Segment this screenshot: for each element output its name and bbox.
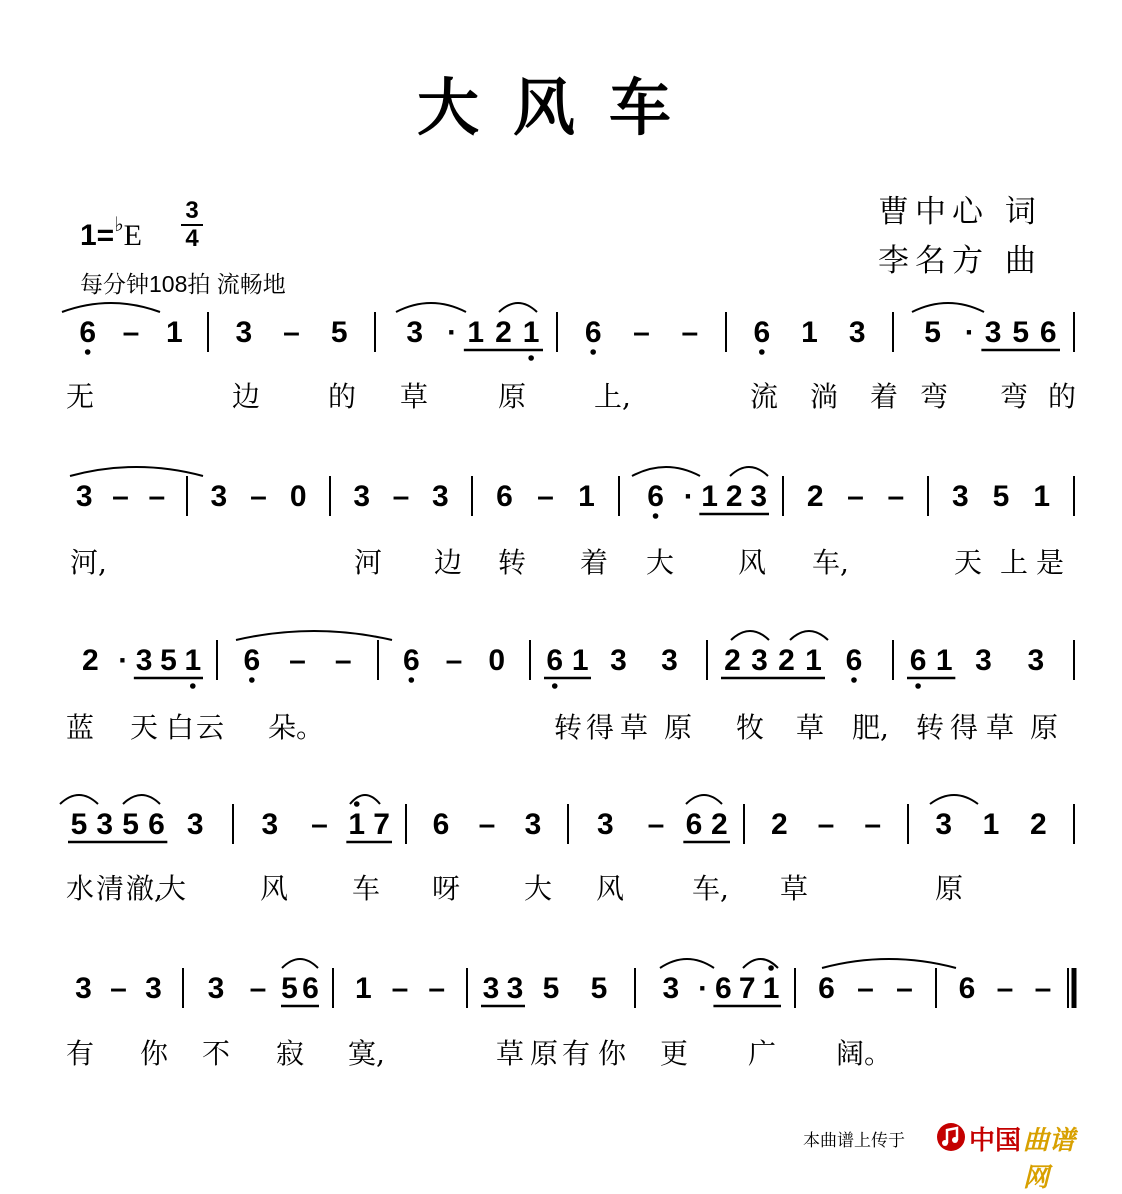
slur-arc xyxy=(62,303,160,312)
note: 6 xyxy=(845,644,863,677)
dash-extension: – xyxy=(1034,972,1052,1005)
note: 5 xyxy=(1012,316,1030,349)
lyric-syllable: 转 xyxy=(916,711,945,744)
note: 6 xyxy=(647,480,664,513)
lyric-syllable: 河 xyxy=(354,546,383,579)
dash-extension: – xyxy=(633,316,650,349)
flat-sign: ♭ xyxy=(114,212,124,236)
slur-arc xyxy=(632,467,700,476)
low-octave-dot xyxy=(528,355,534,361)
note: 2 xyxy=(725,480,743,513)
note: 6 xyxy=(909,644,927,677)
score-row xyxy=(66,965,1074,1070)
lyric-syllable: 清 xyxy=(96,872,125,905)
note: 3 xyxy=(750,480,768,513)
note: 0 xyxy=(289,480,307,513)
note: 1 xyxy=(522,316,540,349)
dash-extension: – xyxy=(110,972,127,1005)
music-note-icon xyxy=(935,1121,967,1153)
note: 3 xyxy=(261,808,279,841)
note: 3 xyxy=(75,480,93,513)
lyric-syllable: 草 xyxy=(780,872,809,905)
note: 6 xyxy=(546,644,564,677)
lyric-syllable: 天 xyxy=(130,711,159,744)
dash-extension: – xyxy=(857,972,874,1005)
lyric-syllable: 边 xyxy=(232,380,261,413)
slur-arc xyxy=(790,631,828,640)
low-octave-dot xyxy=(759,349,765,355)
slur-arc xyxy=(70,467,203,476)
note: 3 xyxy=(145,972,162,1005)
slur-arc xyxy=(499,303,537,312)
lyric-syllable: 原 xyxy=(1030,711,1059,744)
lyric-syllable: 淌 xyxy=(810,380,839,413)
lyric-syllable: 大 xyxy=(646,546,675,579)
note: 2 xyxy=(778,644,795,677)
note: 1 xyxy=(805,644,822,677)
note: 2 xyxy=(724,644,741,677)
note: 1 xyxy=(348,808,366,841)
score-row xyxy=(66,801,1074,905)
lyric-syllable: 草 xyxy=(986,711,1015,744)
lyric-syllable: 你 xyxy=(598,1037,627,1070)
score-row xyxy=(66,640,1074,744)
lyric-syllable: 白 xyxy=(166,711,195,744)
dash-extension: – xyxy=(250,480,267,513)
note: 5 xyxy=(542,972,560,1005)
time-signature-top: 3 xyxy=(185,197,199,224)
lyric-syllable: 有 xyxy=(562,1037,591,1070)
lyric-syllable: 草 xyxy=(496,1037,525,1070)
note: 1 xyxy=(801,316,818,349)
lyric-syllable: 大 xyxy=(158,872,187,905)
note: 2 xyxy=(806,480,824,513)
note: 2 xyxy=(495,316,512,349)
lyric-syllable: 转 xyxy=(498,546,527,579)
lyric-syllable: 草 xyxy=(620,711,649,744)
note: 1 xyxy=(184,644,202,677)
lyric-syllable: 得 xyxy=(586,711,615,744)
lyric-syllable: 草 xyxy=(796,711,825,744)
lyric-syllable: 广 xyxy=(748,1037,777,1070)
note: 1 xyxy=(354,972,372,1005)
note: 3 xyxy=(207,972,225,1005)
note: 1 xyxy=(935,644,953,677)
note: 3 xyxy=(935,808,953,841)
score-row xyxy=(66,312,1076,413)
note: 0 xyxy=(488,644,506,677)
note: 3 xyxy=(984,316,1002,349)
dash-extension: – xyxy=(896,972,913,1005)
note: 2 xyxy=(770,808,788,841)
dash-extension: – xyxy=(289,644,306,677)
lyricist-credit: 曹中心 词 xyxy=(878,194,1042,230)
note: 5 xyxy=(924,316,941,349)
note: 3 xyxy=(662,972,680,1005)
note: 3 xyxy=(596,808,614,841)
note: 6 xyxy=(685,808,703,841)
note: 3 xyxy=(353,480,371,513)
lyric-syllable: 水 xyxy=(66,872,95,905)
augmentation-dot: · xyxy=(118,644,129,677)
note: 5 xyxy=(70,808,88,841)
note: 1 xyxy=(982,808,1000,841)
note: 6 xyxy=(148,808,165,841)
lyric-syllable: 风 xyxy=(596,872,625,905)
slur-arc xyxy=(731,631,769,640)
lyric-syllable: 弯 xyxy=(1000,380,1029,413)
dash-extension: – xyxy=(391,972,409,1005)
note: 5 xyxy=(281,972,298,1005)
lyric-syllable: 无 xyxy=(66,380,95,413)
lyric-syllable: 你 xyxy=(140,1037,169,1070)
note: 2 xyxy=(710,808,728,841)
low-octave-dot xyxy=(915,683,921,689)
note: 3 xyxy=(96,808,114,841)
note: 1 xyxy=(467,316,485,349)
note: 6 xyxy=(818,972,835,1005)
note: 7 xyxy=(373,808,390,841)
lyric-syllable: 上, xyxy=(594,380,631,413)
note: 6 xyxy=(432,808,450,841)
slur-arc xyxy=(282,959,318,968)
note: 7 xyxy=(738,972,756,1005)
lyric-syllable: 车 xyxy=(352,872,381,905)
lyric-syllable: 大 xyxy=(524,872,553,905)
note: 3 xyxy=(210,480,228,513)
note: 6 xyxy=(753,316,771,349)
lyric-syllable: 车, xyxy=(812,546,849,579)
note: 3 xyxy=(75,972,92,1005)
lyric-syllable: 有 xyxy=(66,1037,95,1070)
dash-extension: – xyxy=(887,480,905,513)
note: 6 xyxy=(584,316,602,349)
note: 3 xyxy=(235,316,253,349)
lyric-syllable: 得 xyxy=(950,711,979,744)
augmentation-dot: · xyxy=(683,480,694,513)
lyric-syllable: 流 xyxy=(750,380,779,413)
lyric-syllable: 原 xyxy=(664,711,693,744)
lyric-syllable: 朵。 xyxy=(268,711,325,744)
note: 3 xyxy=(975,644,992,677)
note: 1 xyxy=(762,972,780,1005)
slur-arc xyxy=(123,795,160,804)
lyric-syllable: 呀 xyxy=(432,872,461,905)
slur-arc xyxy=(730,467,768,476)
tempo-marking: 每分钟108拍 流畅地 xyxy=(80,271,286,297)
note: 6 xyxy=(958,972,976,1005)
low-octave-dot xyxy=(552,683,558,689)
low-octave-dot xyxy=(409,677,415,683)
slur-arc xyxy=(236,631,392,640)
lyric-syllable: 风 xyxy=(738,546,767,579)
low-octave-dot xyxy=(249,677,255,683)
note: 3 xyxy=(610,644,627,677)
note: 5 xyxy=(160,644,177,677)
note: 3 xyxy=(135,644,153,677)
note: 3 xyxy=(751,644,768,677)
lyric-syllable: 阔。 xyxy=(836,1037,893,1070)
note: 5 xyxy=(330,316,348,349)
dash-extension: – xyxy=(864,808,882,841)
dash-extension: – xyxy=(392,480,410,513)
slur-arc xyxy=(912,303,984,312)
augmentation-dot: · xyxy=(698,972,709,1005)
note: 2 xyxy=(82,644,99,677)
high-octave-dot xyxy=(354,801,360,807)
note: 2 xyxy=(1029,808,1047,841)
lyric-syllable: 原 xyxy=(498,380,527,413)
note: 6 xyxy=(79,316,97,349)
lyric-syllable: 的 xyxy=(328,380,357,413)
low-octave-dot xyxy=(190,683,196,689)
time-signature-bottom: 4 xyxy=(185,225,199,252)
dash-extension: – xyxy=(112,480,129,513)
note: 3 xyxy=(848,316,866,349)
lyric-syllable: 草 xyxy=(400,380,429,413)
song-title: 大风车 xyxy=(416,71,705,144)
lyric-syllable: 边 xyxy=(434,546,463,579)
score-row xyxy=(70,476,1074,579)
augmentation-dot: · xyxy=(964,316,975,349)
lyric-syllable: 更 xyxy=(660,1037,689,1070)
dash-extension: – xyxy=(283,316,300,349)
dash-extension: – xyxy=(681,316,699,349)
low-octave-dot xyxy=(851,677,857,683)
lyric-syllable: 蓝 xyxy=(66,711,95,744)
dash-extension: – xyxy=(428,972,446,1005)
note: 1 xyxy=(701,480,718,513)
high-octave-dot xyxy=(768,965,774,971)
dash-extension: – xyxy=(148,480,166,513)
slur-arc xyxy=(660,959,714,968)
slur-arc xyxy=(60,795,98,804)
lyric-syllable: 的 xyxy=(1048,380,1077,413)
dash-extension: – xyxy=(478,808,496,841)
note: 3 xyxy=(506,972,524,1005)
lyric-syllable: 转 xyxy=(554,711,583,744)
lyric-syllable: 风 xyxy=(260,872,289,905)
lyric-syllable: 着 xyxy=(870,380,899,413)
slur-arc xyxy=(930,795,978,804)
low-octave-dot xyxy=(85,349,91,355)
note: 1 xyxy=(1033,480,1051,513)
dash-extension: – xyxy=(817,808,835,841)
low-octave-dot xyxy=(653,513,659,519)
composer-credit: 李名方 曲 xyxy=(878,243,1042,279)
note: 3 xyxy=(406,316,424,349)
note: 3 xyxy=(1027,644,1045,677)
footer-text: 本曲谱上传于 xyxy=(803,1131,905,1150)
dash-extension: – xyxy=(996,972,1014,1005)
low-octave-dot xyxy=(590,349,596,355)
lyric-syllable: 牧 xyxy=(736,711,765,744)
augmentation-dot: · xyxy=(447,316,458,349)
note: 6 xyxy=(1039,316,1057,349)
lyric-syllable: 澈, xyxy=(126,872,163,905)
slur-arc xyxy=(822,959,956,968)
note: 5 xyxy=(992,480,1010,513)
dash-extension: – xyxy=(445,644,463,677)
note: 3 xyxy=(524,808,542,841)
key-tonic: E xyxy=(123,219,142,252)
note: 6 xyxy=(496,480,513,513)
note: 3 xyxy=(431,480,449,513)
note: 5 xyxy=(122,808,139,841)
slur-arc xyxy=(686,795,722,804)
lyric-syllable: 车, xyxy=(692,872,729,905)
lyric-syllable: 原 xyxy=(935,872,964,905)
logo-text-b: 曲谱网 xyxy=(1023,1126,1076,1193)
dash-extension: – xyxy=(122,316,140,349)
note: 3 xyxy=(661,644,678,677)
note: 6 xyxy=(302,972,319,1005)
lyric-syllable: 河, xyxy=(70,546,107,579)
note: 5 xyxy=(590,972,608,1005)
note: 1 xyxy=(165,316,183,349)
lyric-syllable: 着 xyxy=(580,546,609,579)
lyric-syllable: 不 xyxy=(202,1037,231,1070)
note: 6 xyxy=(715,972,732,1005)
note: 3 xyxy=(482,972,500,1005)
dash-extension: – xyxy=(847,480,864,513)
lyric-syllable: 肥, xyxy=(852,711,889,744)
dash-extension: – xyxy=(647,808,665,841)
site-logo[interactable] xyxy=(935,1120,1085,1193)
dash-extension: – xyxy=(537,480,554,513)
lyric-syllable: 云 xyxy=(196,711,225,744)
logo-text-a: 中国 xyxy=(969,1126,1022,1156)
lyric-syllable: 原 xyxy=(530,1037,559,1070)
key-prefix: 1= xyxy=(80,219,115,252)
dash-extension: – xyxy=(334,644,352,677)
dash-extension: – xyxy=(311,808,328,841)
note: 1 xyxy=(578,480,595,513)
lyric-syllable: 弯 xyxy=(920,380,949,413)
note: 1 xyxy=(571,644,589,677)
lyric-syllable: 天 xyxy=(954,546,983,579)
lyric-syllable: 寞, xyxy=(348,1037,385,1070)
note: 6 xyxy=(402,644,420,677)
dash-extension: – xyxy=(249,972,267,1005)
note: 6 xyxy=(243,644,261,677)
slur-arc xyxy=(396,303,466,312)
lyric-syllable: 是 xyxy=(1036,546,1065,579)
lyric-syllable: 寂 xyxy=(276,1037,305,1070)
note: 3 xyxy=(186,808,204,841)
note: 3 xyxy=(951,480,969,513)
lyric-syllable: 上 xyxy=(1000,546,1029,579)
